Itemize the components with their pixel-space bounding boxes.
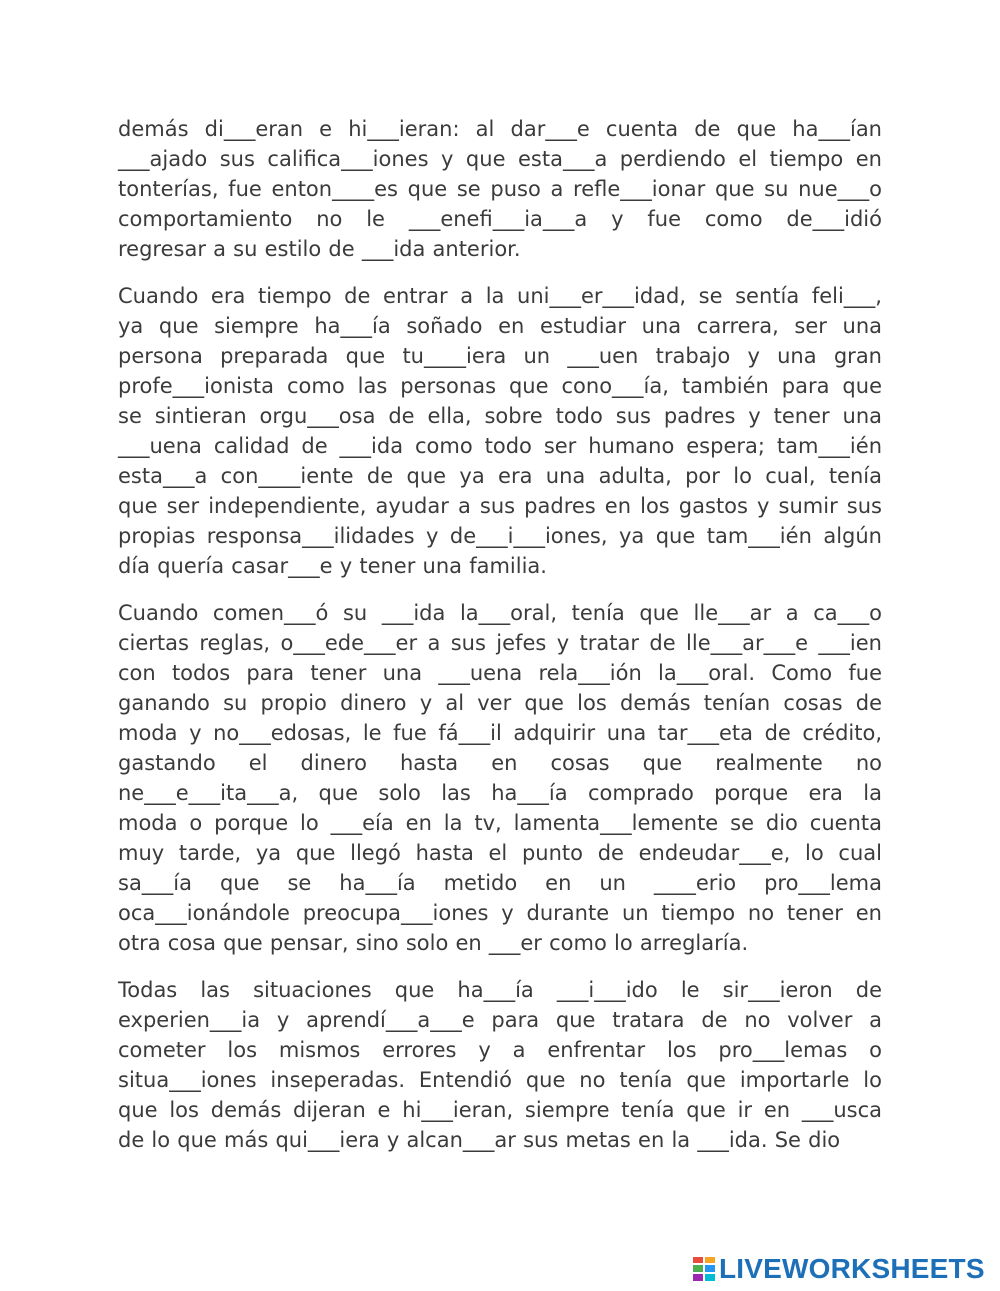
footer-branding[interactable] bbox=[692, 1252, 985, 1286]
logo-tile bbox=[692, 1256, 704, 1264]
text-line: día quería casar___e y tener una familia. bbox=[118, 554, 547, 578]
logo-tile bbox=[692, 1264, 704, 1273]
brand-name: LIVEWORKSHEETS bbox=[719, 1253, 985, 1284]
text-line: situa___iones inseperadas. Entendió que no tenía que importarle lo bbox=[118, 1068, 882, 1092]
text-line: esta___a con____iente de que ya era una adulta, por lo cual, tenía bbox=[118, 464, 882, 488]
paragraph-1 bbox=[118, 114, 882, 264]
worksheet-text bbox=[118, 114, 882, 1172]
text-line: tonterías, fue enton____es que se puso a refle___ionar que su nue___o bbox=[118, 177, 882, 201]
logo-tile bbox=[704, 1256, 716, 1264]
text-line: se sintieran orgu___osa de ella, sobre todo sus padres y tener una bbox=[118, 404, 882, 428]
text-line: Cuando comen___ó su ___ida la___oral, tenía que lle___ar a ca___o bbox=[118, 601, 882, 625]
text-line: que los demás dijeran e hi___ieran, siempre tenía que ir en ___usca bbox=[118, 1098, 882, 1122]
text-line: ___uena calidad de ___ida como todo ser humano espera; tam___ién bbox=[118, 434, 882, 458]
text-line: que ser independiente, ayudar a sus padres en los gastos y sumir sus bbox=[118, 494, 882, 518]
paragraph-4 bbox=[118, 975, 882, 1155]
logo-tile bbox=[704, 1264, 716, 1273]
text-line: moda o porque lo ___eía en la tv, lamenta___lemente se dio cuenta bbox=[118, 811, 882, 835]
text-line: propias responsa___ilidades y de___i___iones, ya que tam___ién algún bbox=[118, 524, 882, 548]
text-line: cometer los mismos errores y a enfrentar los pro___lemas o bbox=[118, 1038, 882, 1062]
paragraph-2 bbox=[118, 281, 882, 581]
text-line: gastando el dinero hasta en cosas que realmente no bbox=[118, 751, 882, 775]
text-line: persona preparada que tu____iera un ___uen trabajo y una gran bbox=[118, 344, 882, 368]
text-line: comportamiento no le ___enefi___ia___a y fue como de___idió bbox=[118, 207, 882, 231]
text-line: experien___ia y aprendí___a___e para que tratara de no volver a bbox=[118, 1008, 882, 1032]
paragraph-3 bbox=[118, 598, 882, 958]
text-line: sa___ía que se ha___ía metido en un ____erio pro___lema bbox=[118, 871, 882, 895]
text-line: ciertas reglas, o___ede___er a sus jefes y tratar de lle___ar___e ___ien bbox=[118, 631, 882, 655]
logo-tile bbox=[692, 1273, 704, 1282]
liveworksheets-logo-icon bbox=[692, 1256, 716, 1282]
text-line: regresar a su estilo de ___ida anterior. bbox=[118, 237, 521, 261]
text-line: de lo que más qui___iera y alcan___ar sus metas en la ___ida. Se dio bbox=[118, 1128, 841, 1152]
text-line: ___ajado sus califica___iones y que esta___a perdiendo el tiempo en bbox=[118, 147, 882, 171]
text-line: ya que siempre ha___ía soñado en estudiar una carrera, ser una bbox=[118, 314, 882, 338]
text-line: con todos para tener una ___uena rela___ión la___oral. Como fue bbox=[118, 661, 882, 685]
text-line: profe___ionista como las personas que cono___ía, también para que bbox=[118, 374, 882, 398]
text-line: ganando su propio dinero y al ver que los demás tenían cosas de bbox=[118, 691, 882, 715]
text-line: demás di___eran e hi___ieran: al dar___e cuenta de que ha___ían bbox=[118, 117, 882, 141]
text-line: otra cosa que pensar, sino solo en ___er como lo arreglaría. bbox=[118, 931, 749, 955]
text-line: Todas las situaciones que ha___ía ___i___ido le sir___ieron de bbox=[118, 978, 882, 1002]
text-line: muy tarde, ya que llegó hasta el punto de endeudar___e, lo cual bbox=[118, 841, 882, 865]
text-line: ne___e___ita___a, que solo las ha___ía comprado porque era la bbox=[118, 781, 882, 805]
logo-tile bbox=[704, 1273, 716, 1282]
text-line: oca___ionándole preocupa___iones y durante un tiempo no tener en bbox=[118, 901, 882, 925]
text-line: Cuando era tiempo de entrar a la uni___er___idad, se sentía feli___, bbox=[118, 284, 882, 308]
text-line: moda y no___edosas, le fue fá___il adquirir una tar___eta de crédito, bbox=[118, 721, 882, 745]
